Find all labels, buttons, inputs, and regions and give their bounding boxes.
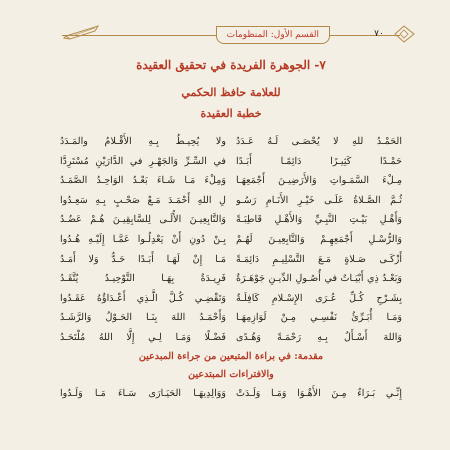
verse-second-half: ولا يُحِيـطُ بِـهِ الأَقْـلامُ والمَـدَدُ (60, 136, 226, 147)
verse-line (60, 308, 402, 328)
verse-first-half: إِنِّـي بَـرَاءٌ مِـنَ الأَهْـوَا وَمَـا وَلَـدَتْ (236, 387, 402, 399)
verse-second-half: وَأَحْمَـدُ اللهَ بِنَـا الحَـوْلُ وَالرَّشَـدُ (60, 312, 226, 324)
verse-second-half: بِـنْ دُونِ أَنْ يَعْدِلُـوا عَمَّـا إِلَيْـهِ هُـدُوا (60, 233, 226, 245)
verse-line (60, 230, 402, 250)
verse-second-half: فَضْـلًا وَمَـا لِـي إِلَّا اللهُ مُلْتَحَـدُ (60, 331, 226, 343)
verse-line (60, 210, 402, 230)
verse-list (60, 132, 402, 348)
verse-first-half: أَزْكَـى صَـلاةٍ مَـعَ التَّسْلِيـمِ دَائِمَـةً (236, 253, 402, 265)
verse-first-half: الحَمْـدُ للهِ لا يُحْصَـى لَـهُ عَـدَدُ (236, 136, 402, 147)
verse-second-half: وَمِلْءَ مَـا شَـاءَ بَعْـدُ الوَاحِـدُ الصَّمَـدُ (60, 175, 226, 187)
section-heading (60, 348, 402, 365)
verse-second-half: مَـا إِنْ لَهَـا أَبَـدًا حَـدٌّ وَلا أَمَـدُ (60, 253, 226, 265)
verse-second-half: وَتَقْضِـي كُـلَّ الَّـذِي أَعْـدَاؤُهُ عَقَـدُوا (60, 292, 226, 304)
verse-first-half: مِـلْءَ السَّمَـواتِ وَالأَرَضِيـنَ أَجْمَعِهَـا (236, 175, 402, 187)
verse-first-half: وَبَعْـدُ ذِي أَبْيَـاتٌ في أُصُـولِ الدِّيـنِ جَوْهَـرَةٌ (236, 273, 402, 285)
verse-first-half: وَمَـا أُبَـرِّئُ نَفْسِـي مِـنْ لَوَازِمِهَـا (236, 312, 402, 324)
verse-first-half: وَالرُّسْـلِ أَجْمَعِهِـمْ وَالتَّابِعِيـنَ لَهُـمْ (236, 233, 402, 245)
verse-first-half: ثُـمَّ الصَّـلاةُ عَلَـى خَيْـرِ الأَنَـامِ رَسُـو (236, 194, 402, 206)
verse-line (60, 250, 402, 270)
verse-line (60, 171, 402, 191)
verse-line (60, 132, 402, 152)
verse-second-half: فَرِيـدَةٌ بِهَـا التَّوْحِيـدُ يُتَّقَـدُ (60, 273, 226, 285)
verse-second-half: وَوَالِدِيهَـا الحَيَـارَى سَـاءَ مَـا وَلَـدُوا (60, 387, 226, 399)
verse-list-2 (60, 384, 402, 404)
section-heading-line2: والافتراءات المبتدعين (188, 368, 274, 380)
section-subtitle: خطبة العقيدة (200, 107, 262, 120)
verse-line (60, 384, 402, 404)
poem-title: ٧- الجوهرة الفريدة في تحقيق العقيدة (136, 58, 326, 72)
header-section-title: القسم الأول: المنظومات (216, 26, 330, 44)
verse-first-half: حَمْـدًا كَثِيـرًا دَائِمًـا أَبَـدًا (236, 155, 402, 167)
running-header (62, 24, 400, 44)
poem-author: للعلامة حافظ الحكمي (181, 86, 281, 99)
verse-line (60, 269, 402, 289)
section-heading-text: في براءة المتبعين من جراءة المبدعين (138, 350, 291, 362)
verse-first-half: وَاللهَ أَسْـأَلُ بِـهِ رَحْمَـةً وَهُـدًى (236, 331, 402, 343)
verse-first-half: بِشَـرْحِ كُـلِّ عُـرَى الإِسْـلامِ كَافِلَـةٌ (236, 292, 402, 304)
inkwell-ornament-icon (392, 22, 418, 46)
verse-first-half: وَأَهْـلِ بَيْـتِ النَّبِـيِّ وَالأَهْـلِ قَاطِبَـةً (236, 214, 402, 226)
page-number: ٧٠ (374, 29, 384, 39)
page-content (60, 58, 402, 403)
verse-second-half: في السِّـرِّ وَالجَهْـرِ في الدَّارَيْنِ مُسْتَرِدَّا (60, 155, 226, 167)
verse-second-half: وَالتَّابِعِيـنَ الأُلَـى لِلسَّابِقِيـنَ هُـمْ عَضُـدُ (60, 214, 226, 226)
verse-second-half: لِ اللهِ أَحْمَـدَ مَـعْ صَحْـبٍ بِـهِ سَعِـدُوا (60, 194, 226, 206)
verse-line (60, 328, 402, 348)
verse-line (60, 152, 402, 172)
verse-line (60, 191, 402, 211)
section-label: مقدمة: (294, 350, 324, 362)
verse-line (60, 289, 402, 309)
